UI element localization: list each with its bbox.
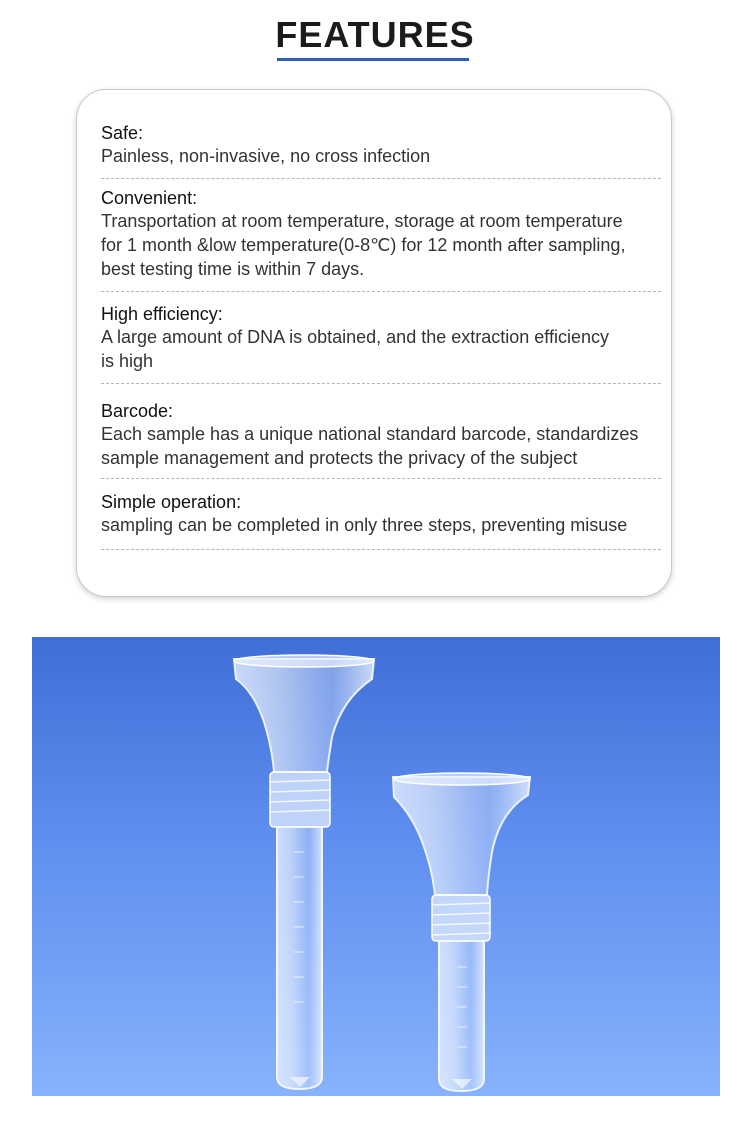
feature-safe [101, 122, 661, 179]
feature-convenient [101, 187, 661, 292]
feature-heading: Barcode: [101, 401, 174, 421]
features-card [76, 89, 672, 597]
page-title: FEATURES [275, 14, 475, 55]
feature-description-line: A large amount of DNA is obtained, and the extraction efficiency [101, 327, 609, 347]
tall-collector [234, 655, 374, 1089]
feature-description-line: Each sample has a unique national standard barcode, standardizes [101, 424, 639, 444]
feature-description-line: Transportation at room temperature, storage at room temperature [101, 211, 623, 231]
feature-description-line: best testing time is within 7 days. [101, 259, 365, 279]
product-photo [32, 637, 720, 1096]
title-underline [277, 58, 469, 61]
feature-heading: High efficiency: [101, 304, 223, 324]
feature-heading: Safe: [101, 123, 144, 143]
feature-description: sampling can be completed in only three steps, preventing misuse [101, 515, 628, 535]
feature-description-line: is high [101, 351, 154, 371]
feature-description-line: sample management and protects the privacy of the subject [101, 448, 578, 468]
saliva-collector-illustration [32, 637, 720, 1096]
short-collector [393, 773, 530, 1091]
feature-heading: Simple operation: [101, 492, 242, 512]
feature-heading: Convenient: [101, 188, 198, 208]
feature-description: Painless, non-invasive, no cross infection [101, 146, 431, 166]
feature-barcode [101, 400, 661, 479]
feature-high-efficiency [101, 303, 661, 384]
feature-simple-operation [101, 491, 661, 550]
feature-description-line: for 1 month &low temperature(0-8℃) for 12 month after sampling, [101, 235, 626, 255]
